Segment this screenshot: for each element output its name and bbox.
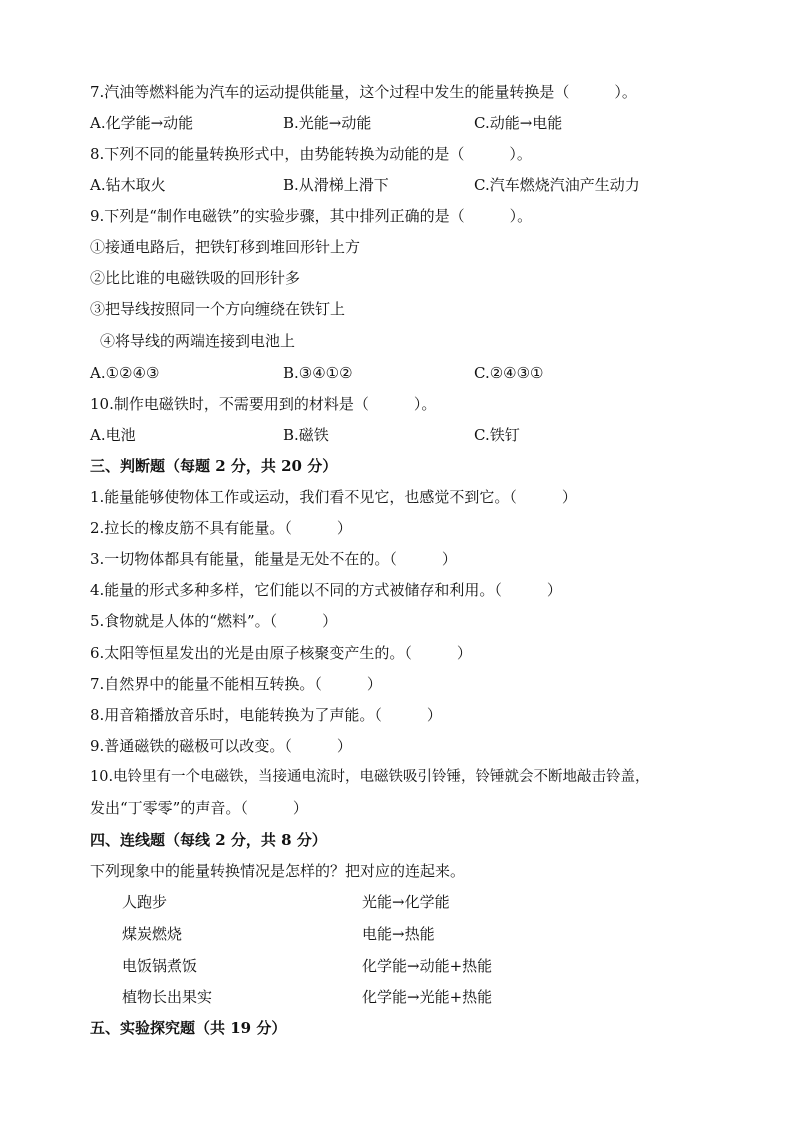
- tf-item-2: 2.拉长的橡皮筋不具有能量。（ ）: [90, 519, 352, 537]
- tf-item-1: 1.能量能够使物体工作或运动，我们看不见它，也感觉不到它。（ ）: [90, 488, 577, 506]
- q8-option-b: B.从滑梯上滑下: [283, 176, 389, 194]
- matching-left-2: 煤炭燃烧: [122, 925, 183, 943]
- q7-option-b: B.光能→动能: [283, 114, 372, 132]
- tf-item-9: 9.普通磁铁的磁极可以改变。（ ）: [90, 737, 352, 755]
- q7-option-a: A.化学能→动能: [90, 114, 194, 132]
- section-5-title: 五、实验探究题（共 19 分）: [90, 1019, 287, 1037]
- q9-step-2: ②比比谁的电磁铁吸的回形针多: [90, 269, 301, 287]
- q9-step-3: ③把导线按照同一个方向缠绕在铁钉上: [90, 300, 346, 318]
- matching-left-3: 电饭锅煮饭: [122, 957, 198, 975]
- tf-item-7: 7.自然界中的能量不能相互转换。（ ）: [90, 675, 382, 693]
- question-9: 9.下列是“制作电磁铁”的实验步骤，其中排列正确的是（ ）。: [90, 207, 533, 225]
- question-7: 7.汽油等燃料能为汽车的运动提供能量，这个过程中发生的能量转换是（ ）。: [90, 83, 637, 101]
- tf-item-10-continuation: 发出“丁零零”的声音。（ ）: [90, 799, 308, 817]
- matching-right-1: 光能→化学能: [362, 893, 450, 911]
- q8-option-c: C.汽车燃烧汽油产生动力: [474, 176, 640, 194]
- q10-option-c: C.铁钉: [474, 426, 520, 444]
- question-8: 8.下列不同的能量转换形式中，由势能转换为动能的是（ ）。: [90, 145, 532, 163]
- q9-option-a: A.①②④③: [90, 364, 160, 382]
- section-4-title: 四、连线题（每线 2 分，共 8 分）: [90, 831, 327, 849]
- q10-option-a: A.电池: [90, 426, 136, 444]
- q9-step-1: ①接通电路后，把铁钉移到堆回形针上方: [90, 238, 361, 256]
- q9-option-c: C.②④③①: [474, 364, 544, 382]
- tf-item-10: 10.电铃里有一个电磁铁，当接通电流时，电磁铁吸引铃锤，铃锤就会不断地敲击铃盖，: [90, 769, 650, 785]
- q8-option-a: A.钻木取火: [90, 176, 166, 194]
- section-3-title: 三、判断题（每题 2 分，共 20 分）: [90, 457, 338, 475]
- matching-left-1: 人跑步: [122, 893, 168, 911]
- tf-item-4: 4.能量的形式多种多样，它们能以不同的方式被储存和利用。（ ）: [90, 581, 562, 599]
- matching-left-4: 植物长出果实: [122, 988, 213, 1006]
- tf-item-5: 5.食物就是人体的“燃料”。（ ）: [90, 612, 338, 630]
- question-10: 10.制作电磁铁时，不需要用到的材料是（ ）。: [90, 395, 437, 413]
- matching-right-2: 电能→热能: [362, 925, 435, 943]
- tf-item-3: 3.一切物体都具有能量，能量是无处不在的。（ ）: [90, 550, 457, 568]
- tf-item-6: 6.太阳等恒星发出的光是由原子核聚变产生的。（ ）: [90, 644, 472, 662]
- q7-option-c: C.动能→电能: [474, 114, 563, 132]
- matching-right-4: 化学能→光能+热能: [362, 988, 493, 1006]
- tf-item-8: 8.用音箱播放音乐时，电能转换为了声能。（ ）: [90, 706, 442, 724]
- q10-option-b: B.磁铁: [283, 426, 329, 444]
- matching-right-3: 化学能→动能+热能: [362, 957, 493, 975]
- q9-step-4: ④将导线的两端连接到电池上: [100, 332, 296, 350]
- q9-option-b: B.③④①②: [283, 364, 353, 382]
- matching-prompt: 下列现象中的能量转换情况是怎样的？把对应的连起来。: [90, 862, 466, 880]
